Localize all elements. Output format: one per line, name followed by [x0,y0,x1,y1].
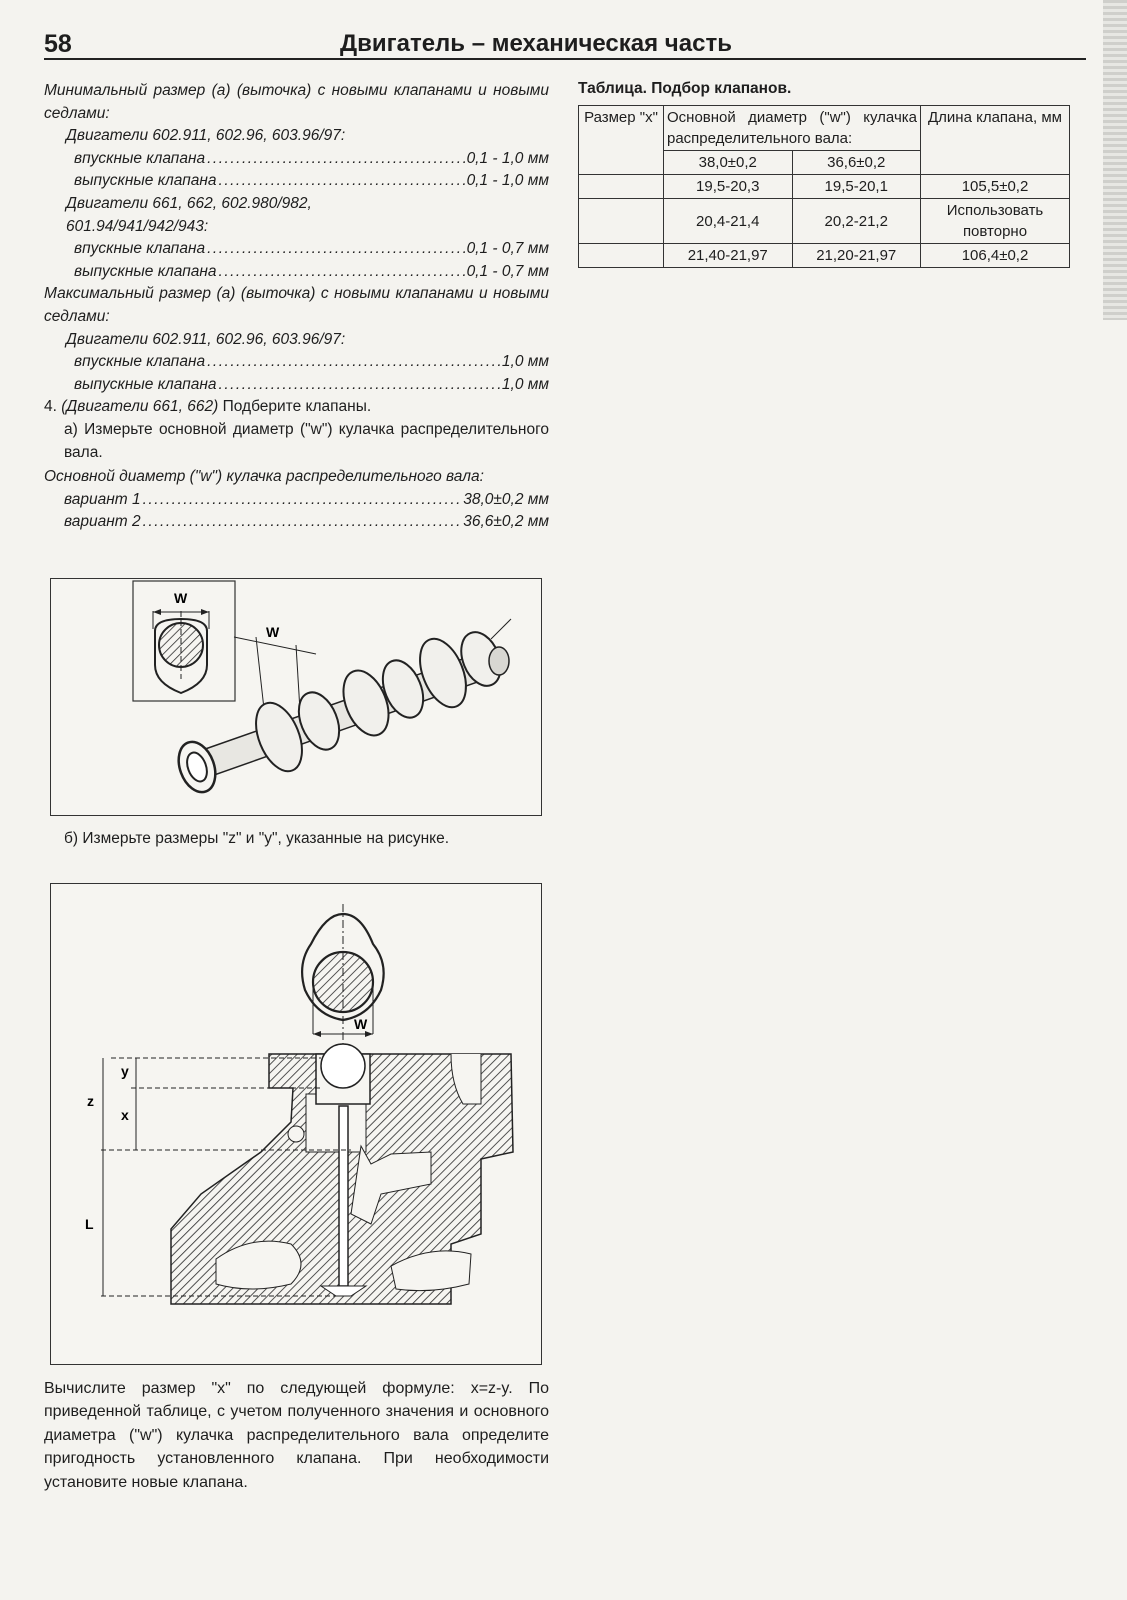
step-4-text: Подберите клапаны. [218,398,372,416]
min-size-heading: Минимальный размер (а) (выточка) с новыми клапанами и новыми седлами: [44,82,549,122]
table-row [579,199,1070,244]
inset-w-label: W [174,590,188,606]
cell-diameter-2: 21,20-21,97 [792,244,921,268]
max-size-heading: Максимальный размер (а) (выточка) с новыми клапанами и новыми седлами: [44,285,549,325]
group3-title: Двигатели 602.911, 602.96, 603.96/97: [66,330,346,348]
cell-diameter-2: 20,2-21,2 [792,199,921,244]
page-number: 58 [44,30,72,58]
group2-title-line1: Двигатели 661, 662, 602.980/982, [66,194,312,212]
cell-diameter-1: 21,40-21,97 [664,244,793,268]
cylinder-head-drawing [51,884,541,1364]
row-value: 0,1 - 0,7 мм [466,240,549,258]
variant-label: вариант 2 [64,513,141,531]
row-value: 1,0 мм [501,375,549,393]
valve-selection-table [578,105,1070,268]
row-label: выпускные клапана [74,172,217,190]
group3-row-intake [44,351,549,374]
row-label: впускные клапана [74,149,206,167]
fig2-y-label: y [121,1063,129,1079]
cell-diameter-1: 19,5-20,3 [664,175,793,199]
group2-row-intake [44,238,549,261]
cylinder-head-figure [50,883,542,1365]
cell-length: Использовать повторно [921,199,1070,244]
cell-diameter-1: 20,4-21,4 [664,199,793,244]
header-base-diameter: Основной диаметр ("w") кулачка распределительного вала: [664,106,921,151]
right-column [578,80,1078,268]
step-a: а) Измерьте основной диаметр ("w") кулачка распределительного вала. [64,420,549,461]
row-value: 0,1 - 1,0 мм [466,172,549,190]
group1-title: Двигатели 602.911, 602.96, 603.96/97: [66,127,346,145]
row-label: выпускные клапана [74,375,217,393]
camshaft-w-label: W [266,624,280,640]
formula-paragraph: Вычислите размер "x" по следующей формуле: x=z-y. По приведенной таблице, с учетом полученного значения и основного диаметра ("w") кулачка распределительного вала определите пригодность установленного клапана. При необходимости установите новые клапана. [44,1380,549,1491]
camshaft-drawing [51,579,541,815]
table-row [579,244,1070,268]
fig2-x-label: x [121,1107,129,1123]
header-size-x: Размер "x" [579,106,664,175]
group3-row-exhaust [44,374,549,397]
group1-row-exhaust [44,170,549,193]
group1-row-intake [44,148,549,171]
row-value: 0,1 - 0,7 мм [466,262,549,280]
subheader-diameter-1: 38,0±0,2 [664,151,793,175]
cell-x [579,175,664,199]
cell-length: 105,5±0,2 [921,175,1070,199]
row-value: 1,0 мм [501,353,549,371]
row-label: впускные клапана [74,240,206,258]
row-label: выпускные клапана [74,262,217,280]
cell-x [579,199,664,244]
header-valve-length: Длина клапана, мм [921,106,1070,175]
variant-value: 38,0±0,2 мм [463,490,549,508]
variant-value: 36,6±0,2 мм [463,513,549,531]
variant-1 [44,489,549,512]
cell-x [579,244,664,268]
table-row [579,175,1070,199]
step-4-number: 4. [44,398,62,416]
base-diameter-heading: Основной диаметр ("w") кулачка распределительного вала: [44,468,484,486]
step-b: б) Измерьте размеры "z" и "y", указанные на рисунке. [64,830,450,847]
group2-title-line2: 601.94/941/942/943: [66,217,209,235]
table-title: Таблица. Подбор клапанов. [578,80,792,97]
cell-length: 106,4±0,2 [921,244,1070,268]
cell-diameter-2: 19,5-20,1 [792,175,921,199]
table-header-row [579,106,1070,151]
page-edge-strip [1103,0,1127,320]
page-title: Двигатель – механическая часть [340,30,732,57]
row-label: впускные клапана [74,353,206,371]
camshaft-figure [50,578,542,816]
step-4 [44,396,549,419]
group2-row-exhaust [44,261,549,284]
left-column [44,80,549,534]
header-rule [44,58,1086,60]
variant-label: вариант 1 [64,490,141,508]
subheader-diameter-2: 36,6±0,2 [792,151,921,175]
step-4-engines: (Двигатели 661, 662) [61,398,219,416]
fig2-w-label: W [354,1016,368,1032]
fig2-z-label: z [87,1093,94,1109]
variant-2 [44,511,549,534]
row-value: 0,1 - 1,0 мм [466,149,549,167]
fig2-l-label: L [85,1216,94,1232]
